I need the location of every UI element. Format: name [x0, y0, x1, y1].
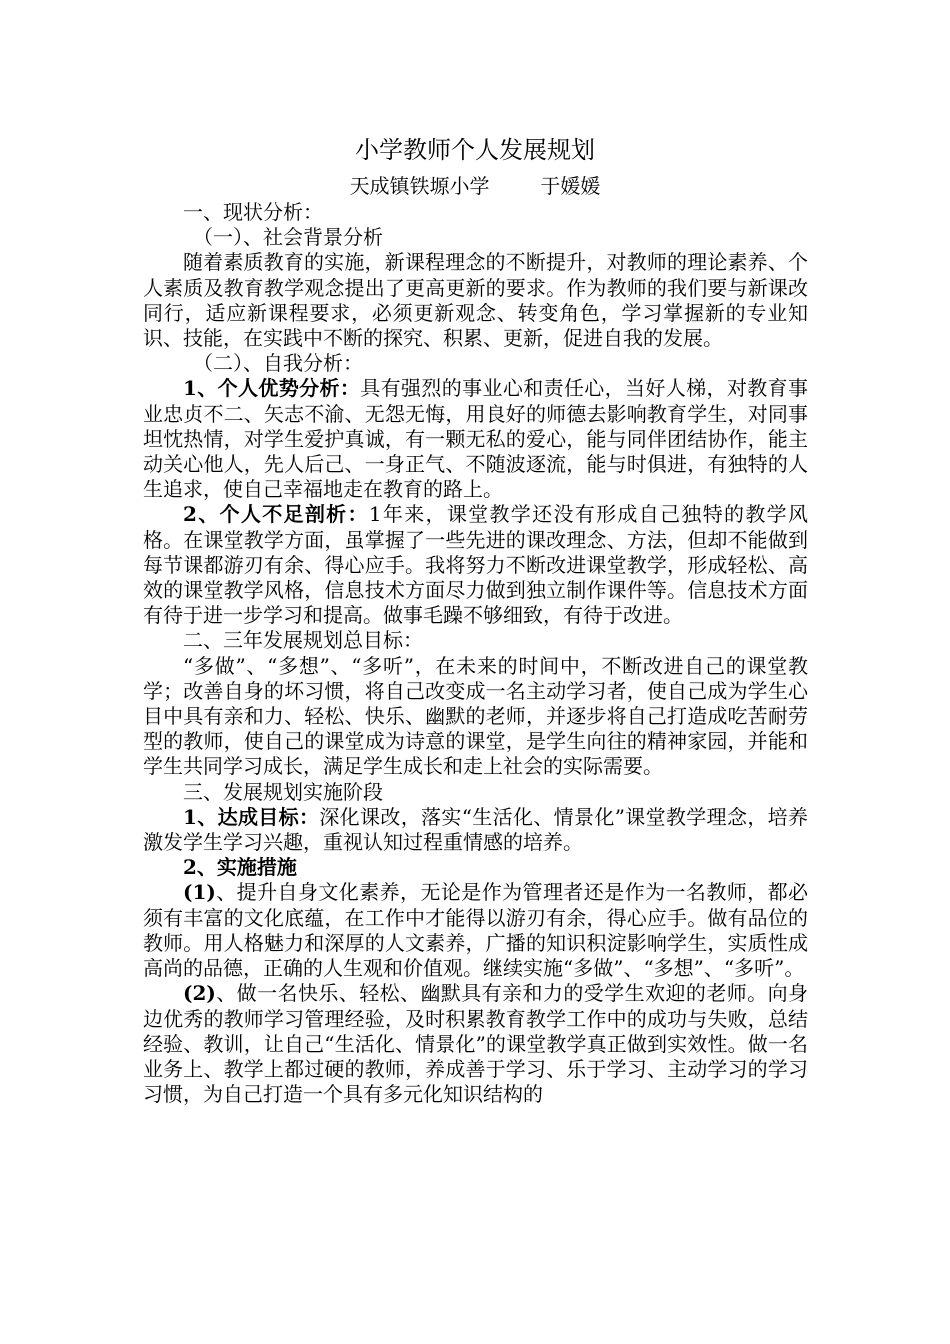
- measure1-label: (1): [183, 880, 216, 905]
- author-byline: 天成镇铁塬小学 于媛媛: [349, 174, 601, 198]
- advantage-label: 1、个人优势分析：: [183, 376, 361, 401]
- document-title: 小学教师个人发展规划: [355, 136, 595, 164]
- shortcoming-paragraph: [143, 502, 808, 628]
- document-body: [143, 200, 808, 1107]
- measures-heading: [143, 855, 808, 880]
- section1-subheading-self: （二）、自我分析：: [193, 351, 363, 376]
- section3-heading: 三、发展规划实施阶段: [183, 779, 383, 804]
- goal-label: 1、达成目标：: [183, 804, 320, 829]
- shortcoming-label: 2、个人不足剖析：: [183, 502, 369, 527]
- measure1-text: 、提升自身文化素养，无论是作为管理者还是作为一名教师，都必须有丰富的文化底蕴，在工作中才能得以游刃有余，得心应手。做有品位的教师。用人格魅力和深厚的人文素养，广播的知识积淀影响学生，实质性成高尚的品德，正确的人生观和价值观。继续实施“多做”、“多想”、“多听”。: [143, 880, 808, 981]
- measure2-paragraph: [143, 981, 808, 1107]
- measures-label: 2、实施措施: [183, 855, 297, 880]
- measure1-paragraph: [143, 880, 808, 981]
- goal-paragraph: [143, 805, 808, 855]
- advantage-text: 具有强烈的事业心和责任心，当好人梯，对教育事业忠贞不二、矢志不渝、无怨无悔，用良好的师德去影响教育学生，对同事坦忱热情，对学生爱护真诚，有一颗无私的爱心，能与同伴团结协作，能主动关心他人，先人后己、一身正气、不随波逐流，能与时俱进，有独特的人生追求，使自己幸福地走在教育的路上。: [143, 376, 809, 502]
- section1-heading: 一、现状分析：: [183, 200, 323, 224]
- measure2-label: (2): [183, 981, 216, 1006]
- section1-subheading-social: （一）、社会背景分析: [193, 225, 383, 250]
- goal-text: 深化课改，落实“生活化、情景化”课堂教学理念，培养激发学生学习兴趣，重视认知过程重情感的培养。: [143, 804, 809, 855]
- measure2-text: 、做一名快乐、轻松、幽默具有亲和力的受学生欢迎的老师。向身边优秀的教师学习管理经验，及时积累教育教学工作中的成功与失败，总结经验、教训，让自己“生活化、情景化”的课堂教学真正做到实效性。做一名业务上、教学上都过硬的教师，养成善于学习、乐于学习、主动学习的学习习惯，为自己打造一个具有多元化知识结构的: [143, 981, 808, 1107]
- advantage-paragraph: [143, 376, 808, 502]
- social-background-paragraph: 随着素质教育的实施，新课程理念的不断提升，对教师的理论素养、个人素质及教育教学观念提出了更高更新的要求。作为教师的我们要与新课改同行，适应新课程要求，必须更新观念、转变角色，学习掌握新的专业知识、技能，在实践中不断的探究、积累、更新，促进自我的发展。: [143, 250, 808, 351]
- shortcoming-text: 1年来，课堂教学还没有形成自己独特的教学风格。在课堂教学方面，虽掌握了一些先进的课改理念、方法，但却不能做到每节课都游刃有余、得心应手。我将努力不断改进课堂教学，形成轻松、高效的课堂教学风格，信息技术方面尽力做到独立制作课件等。信息技术方面有待于进一步学习和提高。做事毛躁不够细致，有待于改进。: [143, 502, 808, 628]
- section2-heading: 二、三年发展规划总目标：: [183, 628, 423, 653]
- overall-goal-paragraph: “多做”、“多想”、“多听”，在未来的时间中，不断改进自己的课堂教学；改善自身的坏习惯，将自己改变成一名主动学习者，使自己成为学生心目中具有亲和力、轻松、快乐、幽默的老师，并逐步将自己打造成吃苦耐劳型的教师，使自己的课堂成为诗意的课堂，是学生向往的精神家园，并能和学生共同学习成长，满足学生成长和走上社会的实际需要。: [143, 653, 808, 779]
